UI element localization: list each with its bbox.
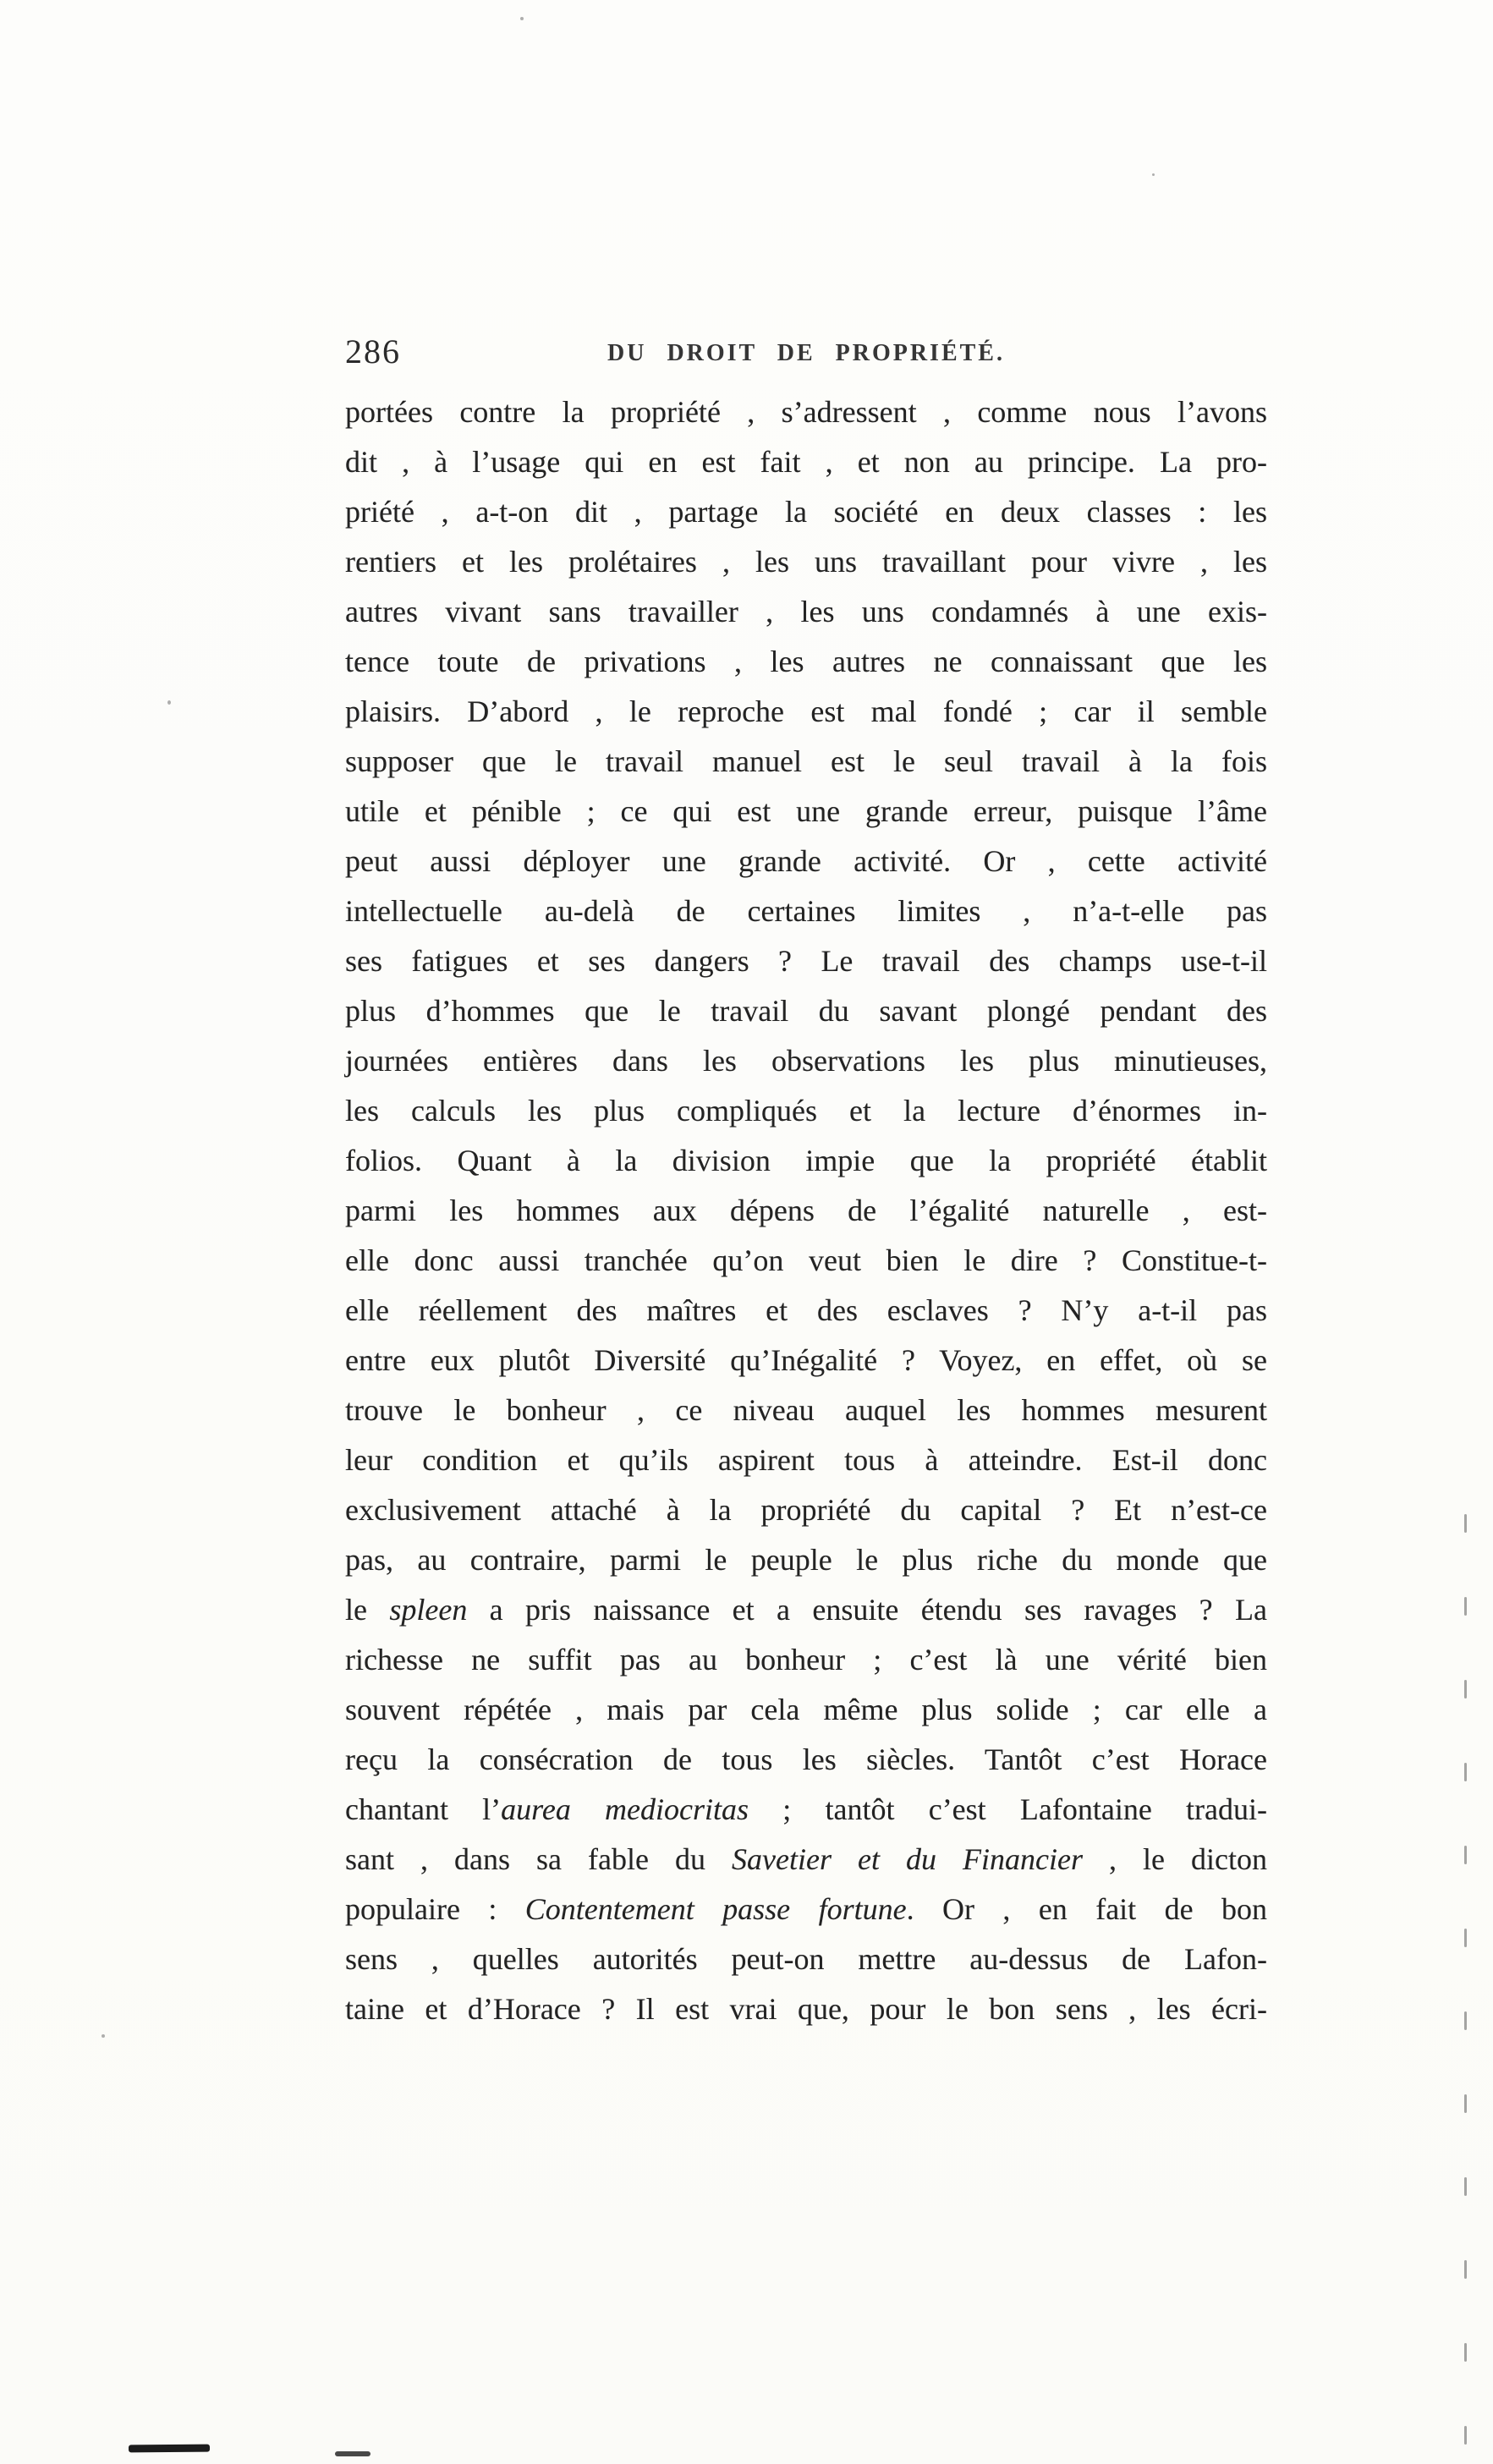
scan-margin-mark xyxy=(1464,2343,1467,2362)
text-line: chantant l’aurea mediocritas ; tantôt c’est Lafontaine tradui- xyxy=(345,1792,1268,1826)
text-line: populaire : Contentement passe fortune. Or , en fait de bon xyxy=(345,1892,1267,1926)
text-line: sant , dans sa fable du Savetier et du Financier , le dicton xyxy=(345,1842,1268,1876)
scan-margin-mark xyxy=(1464,2426,1467,2445)
text-line: elle donc aussi tranchée qu’on veut bien le dire ? Constitue-t- xyxy=(345,1243,1267,1277)
text-line: plus d’hommes que le travail du savant plongé pendant des xyxy=(345,994,1267,1028)
text-line: supposer que le travail manuel est le seul travail à la fois xyxy=(345,744,1267,778)
text-line: reçu la consécration de tous les siècles. Tantôt c’est Horace xyxy=(345,1742,1267,1776)
text-line: plaisirs. D’abord , le reproche est mal fondé ; car il semble xyxy=(345,694,1267,728)
scan-margin-mark xyxy=(1464,1597,1467,1616)
scan-speck xyxy=(167,700,171,705)
text-line: le spleen a pris naissance et a ensuite étendu ses ravages ? La xyxy=(345,1593,1267,1627)
text-line: peut aussi déployer une grande activité. Or , cette activité xyxy=(345,844,1267,878)
text-line: trouve le bonheur , ce niveau auquel les hommes mesurent xyxy=(345,1393,1267,1427)
scan-margin-mark xyxy=(1464,2094,1467,2113)
scan-speck xyxy=(102,2034,105,2038)
scan-speck xyxy=(520,17,524,20)
text-line: intellectuelle au-delà de certaines limites , n’a-t-elle pas xyxy=(345,894,1267,928)
scan-margin-mark xyxy=(1464,1763,1467,1781)
text-line: elle réellement des maîtres et des esclaves ? N’y a-t-il pas xyxy=(345,1293,1267,1327)
running-header: DU DROIT DE PROPRIÉTÉ. xyxy=(607,340,1005,366)
text-line: les calculs les plus compliqués et la lecture d’énormes in- xyxy=(345,1094,1267,1128)
text-line: exclusivement attaché à la propriété du capital ? Et n’est-ce xyxy=(345,1493,1267,1527)
scan-margin-mark xyxy=(1464,2177,1467,2196)
text-line: portées contre la propriété , s’adressent , comme nous l’avons xyxy=(345,395,1267,429)
text-line: sens , quelles autorités peut-on mettre au-dessus de Lafon- xyxy=(345,1942,1267,1976)
text-line: priété , a-t-on dit , partage la société en deux classes : les xyxy=(345,495,1267,529)
text-line: utile et pénible ; ce qui est une grande erreur, puisque l’âme xyxy=(345,794,1267,828)
text-line: tence toute de privations , les autres ne connaissant que les xyxy=(345,645,1267,678)
scan-margin-mark xyxy=(1464,2011,1467,2030)
scan-margin-mark xyxy=(1464,1514,1467,1533)
text-line: dit , à l’usage qui en est fait , et non au principe. La pro- xyxy=(345,445,1267,479)
scan-speck xyxy=(1152,173,1155,176)
scan-margin-mark xyxy=(1464,1680,1467,1698)
text-line: souvent répétée , mais par cela même plus solide ; car elle a xyxy=(345,1693,1267,1726)
text-line: entre eux plutôt Diversité qu’Inégalité ? Voyez, en effet, où se xyxy=(345,1343,1267,1377)
scan-margin-mark xyxy=(1464,2260,1467,2279)
text-line: taine et d’Horace ? Il est vrai que, pour le bon sens , les écri- xyxy=(345,1992,1267,2026)
scan-smudge xyxy=(129,2445,210,2453)
scan-margin-mark xyxy=(1464,1929,1467,1947)
text-line: autres vivant sans travailler , les uns condamnés à une exis- xyxy=(345,595,1267,628)
scan-smudge xyxy=(335,2451,371,2456)
text-line: leur condition et qu’ils aspirent tous à atteindre. Est-il donc xyxy=(345,1443,1267,1477)
text-line: pas, au contraire, parmi le peuple le plus riche du monde que xyxy=(345,1543,1267,1577)
page-number: 286 xyxy=(345,332,401,370)
text-line: parmi les hommes aux dépens de l’égalité naturelle , est- xyxy=(345,1194,1267,1227)
text-line: rentiers et les prolétaires , les uns travaillant pour vivre , les xyxy=(345,545,1267,579)
text-line: richesse ne suffit pas au bonheur ; c’est là une vérité bien xyxy=(345,1643,1267,1677)
text-line: folios. Quant à la division impie que la propriété établit xyxy=(345,1144,1267,1177)
body-text xyxy=(345,387,1267,2034)
text-line: journées entières dans les observations les plus minutieuses, xyxy=(345,1044,1267,1078)
text-line: ses fatigues et ses dangers ? Le travail des champs use-t-il xyxy=(345,944,1267,978)
scan-margin-mark xyxy=(1464,1846,1467,1864)
